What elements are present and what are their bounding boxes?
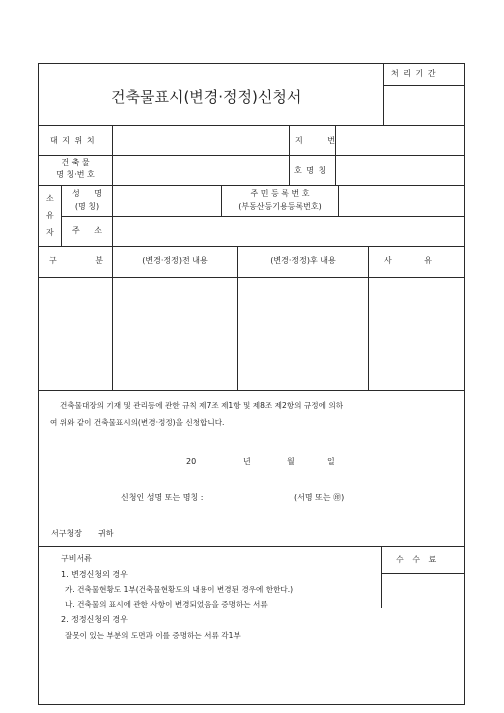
addressee-suffix: 귀하	[98, 529, 114, 538]
documents-item-2: 2. 정정신청의 경우	[61, 615, 128, 624]
row-divider-4	[38, 246, 465, 247]
resident-number-field[interactable]	[339, 186, 464, 216]
owner-name-field[interactable]	[113, 186, 221, 216]
change-table-bottom	[38, 390, 465, 391]
date-year-unit: 년	[243, 457, 251, 466]
col-reason-header: 사 유	[384, 256, 432, 265]
date-day-field[interactable]	[298, 453, 324, 469]
col-after-header: (변경·정정)후 내용	[270, 256, 336, 265]
owner-label-char1: 소	[46, 194, 54, 203]
applicant-name-field[interactable]	[222, 488, 286, 504]
frame-top	[38, 63, 465, 64]
documents-item-2a: 잘못이 있는 부분의 도면과 이를 증명하는 서류 각1부	[65, 631, 241, 640]
processing-period-label: 처 리 기 간	[391, 69, 437, 78]
documents-item-1: 1. 변경신청의 경우	[61, 570, 128, 579]
change-category-cell[interactable]	[39, 278, 112, 390]
owner-label-char3: 자	[46, 228, 54, 237]
change-reason-cell[interactable]	[369, 278, 464, 390]
title-divider	[383, 63, 384, 125]
fee-field[interactable]	[382, 574, 464, 607]
date-year-prefix: 20	[186, 457, 197, 466]
documents-top	[38, 546, 465, 547]
date-month-field[interactable]	[255, 453, 285, 469]
processing-period-divider	[383, 85, 465, 86]
frame-bottom	[38, 704, 465, 705]
declaration-line-1: 건축물대장의 기재 및 관리등에 관한 규칙 제7조 제1항 및 제8조 제2항의 규정에 의하	[60, 401, 344, 410]
documents-item-1b: 나. 건축물의 표시에 관한 사항이 변경되었음을 증명하는 서류	[65, 600, 268, 609]
building-number-field[interactable]	[336, 156, 464, 185]
owner-name-label-line2: (명 칭)	[74, 202, 100, 211]
documents-heading: 구비서류	[61, 554, 92, 563]
documents-item-1a: 가. 건축물현황도 1부(건축물현황도의 내용이 변경된 경우에 한한다.)	[65, 585, 294, 594]
date-month-unit: 월	[287, 457, 295, 466]
building-name-label-line2: 명 칭·번 호	[56, 170, 95, 179]
applicant-label: 신청인 성명 또는 명칭 :	[121, 493, 204, 502]
owner-label-char2: 유	[46, 211, 54, 220]
date-day-unit: 일	[327, 457, 335, 466]
building-name-field[interactable]	[113, 156, 289, 185]
declaration-line-2: 여 위와 같이 건축물표시의(변경·정정)을 신청합니다.	[50, 418, 225, 427]
form-title: 건축물표시(변경·정정)신청서	[111, 88, 302, 106]
address-field[interactable]	[113, 217, 464, 246]
change-before-cell[interactable]	[113, 278, 237, 390]
address-label: 주 소	[72, 226, 102, 235]
fee-label: 수 수 료	[396, 555, 437, 564]
frame-right	[464, 63, 465, 705]
col-before-header: (변경·정정)전 내용	[142, 256, 208, 265]
building-number-label: 호 명 칭	[294, 166, 328, 175]
signature-note: (서명 또는 ㊞)	[294, 493, 345, 502]
lot-number-label: 지 번	[295, 136, 335, 145]
addressee: 서구청장	[51, 529, 82, 538]
info-mid-column	[289, 125, 290, 186]
resident-number-label-line1: 주 민 등 록 번 호	[250, 189, 310, 198]
site-location-field[interactable]	[113, 126, 289, 155]
change-after-cell[interactable]	[238, 278, 368, 390]
lot-number-field[interactable]	[336, 126, 464, 155]
site-location-label: 대 지 위 치	[50, 136, 96, 145]
date-year-field[interactable]	[198, 453, 238, 469]
resident-number-label-line2: (부동산등기용등록번호)	[238, 202, 322, 211]
col-category-header: 구 분	[49, 256, 103, 265]
building-name-label-line1: 건 축 물	[61, 158, 90, 167]
owner-name-label-line1: 성 명	[72, 189, 102, 198]
